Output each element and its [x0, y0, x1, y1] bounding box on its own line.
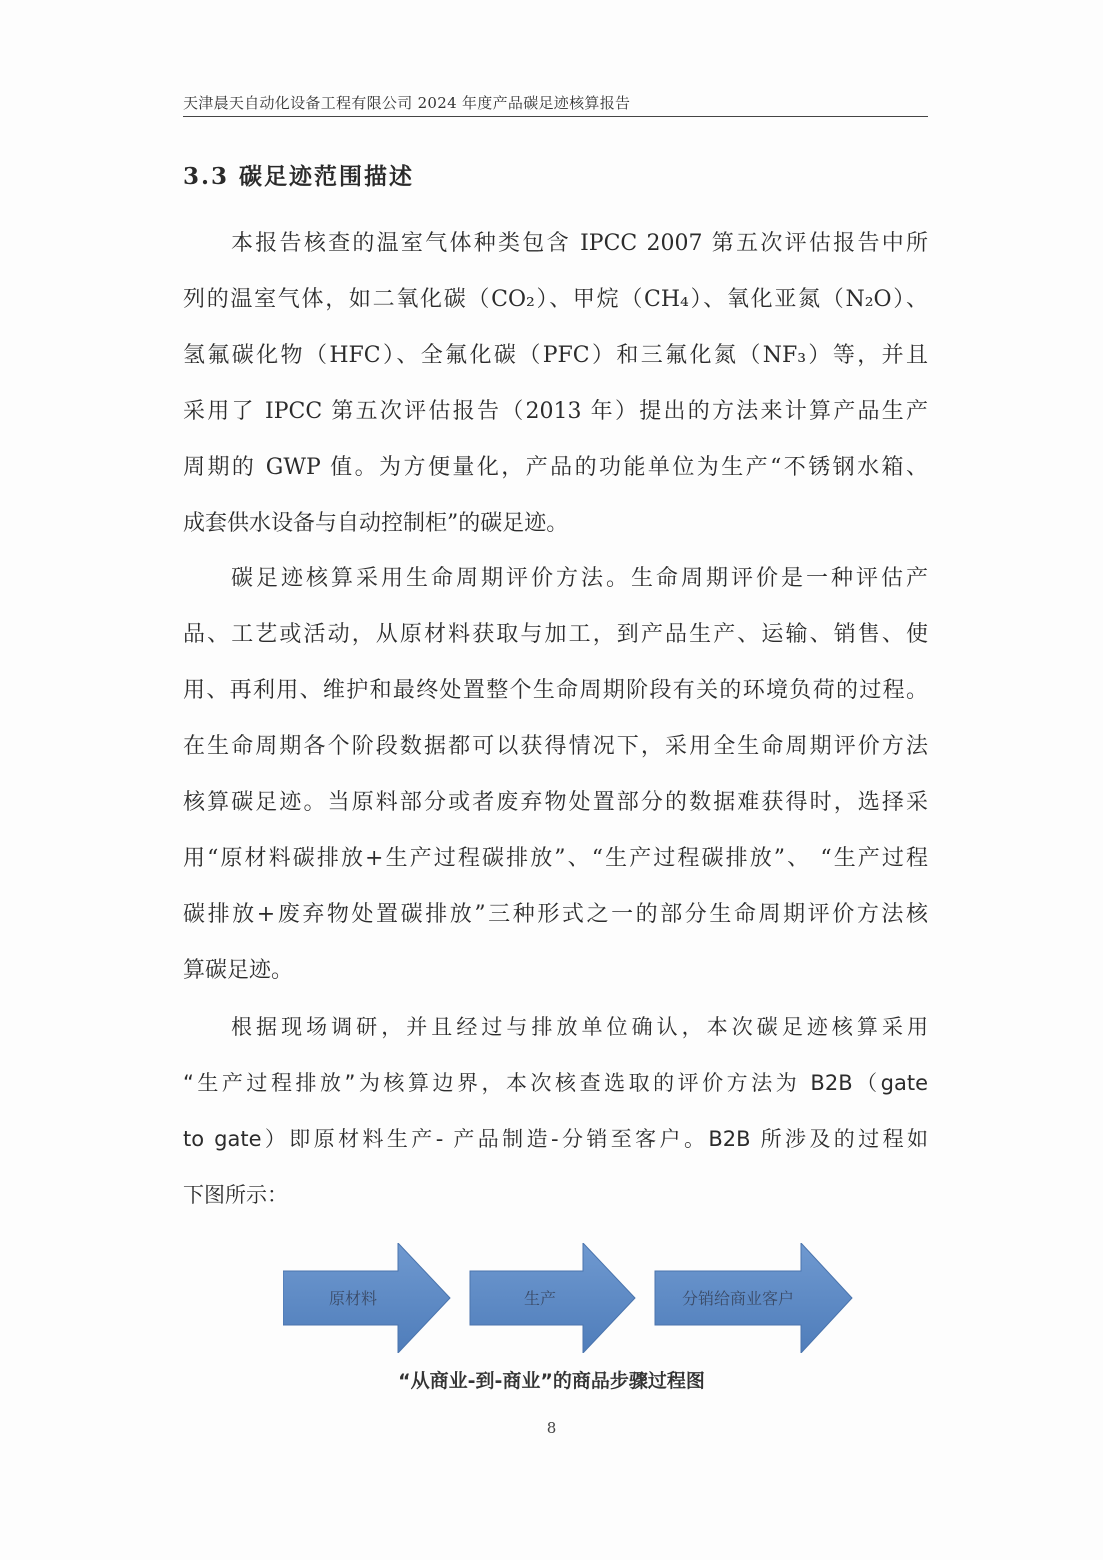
process-step-raw-materials: [283, 1243, 450, 1353]
paragraph-line: 采用了 IPCC 第五次评估报告（2013 年）提出的方法来计算产品生产: [183, 399, 928, 424]
process-step-production: [470, 1243, 635, 1353]
paragraph-line: “生产过程排放”为核算边界，本次核查选取的评价方法为 B2B（gate: [183, 1071, 928, 1095]
paragraph-line: 碳足迹核算采用生命周期评价方法。生命周期评价是一种评估产: [231, 566, 928, 591]
paragraph-lca-method: [183, 551, 928, 999]
paragraph-line: 碳排放+废弃物处置碳排放”三种形式之一的部分生命周期评价方法核: [183, 902, 928, 927]
paragraph-boundary: [183, 999, 928, 1223]
paragraph-line: 本报告核查的温室气体种类包含 IPCC 2007 第五次评估报告中所: [231, 231, 928, 256]
paragraph-line: 周期的 GWP 值。为方便量化，产品的功能单位为生产“不锈钢水箱、: [183, 455, 928, 480]
process-step-label: 原材料: [328, 1289, 378, 1308]
b2b-process-diagram: [283, 1243, 853, 1353]
paragraph-line: 用“原材料碳排放+生产过程碳排放”、“生产过程碳排放”、 “生产过程: [183, 846, 928, 871]
process-step-distribution: [655, 1243, 852, 1353]
paragraph-line: 根据现场调研，并且经过与排放单位确认，本次碳足迹核算采用: [231, 1015, 928, 1039]
paragraph-line: 在生命周期各个阶段数据都可以获得情况下，采用全生命周期评价方法: [183, 734, 928, 759]
process-step-label: 分销给商业客户: [681, 1289, 795, 1308]
paragraph-line: 氢氟碳化物（HFC）、全氟化碳（PFC）和三氟化氮（NF₃）等，并且: [183, 343, 928, 368]
paragraph-line: 品、工艺或活动，从原材料获取与加工，到产品生产、运输、销售、使: [183, 622, 928, 647]
paragraph-line: to gate）即原材料生产- 产品制造-分销至客户。B2B 所涉及的过程如: [183, 1127, 928, 1151]
paragraph-line: 成套供水设备与自动控制柜”的碳足迹。: [183, 511, 569, 536]
header-divider: [183, 116, 928, 117]
process-step-label: 生产: [523, 1289, 557, 1308]
paragraph-line: 下图所示：: [183, 1183, 288, 1207]
diagram-caption: “从商业-到-商业”的商品步骤过程图: [398, 1370, 705, 1392]
section-title: 3.3 碳足迹范围描述: [183, 163, 415, 190]
paragraph-line: 算碳足迹。: [183, 958, 294, 983]
page-number: 8: [546, 1419, 557, 1437]
page-header: 天津晨天自动化设备工程有限公司 2024 年度产品碳足迹核算报告: [183, 94, 631, 112]
paragraph-line: 用、再利用、维护和最终处置整个生命周期阶段有关的环境负荷的过程。: [183, 678, 928, 703]
paragraph-line: 核算碳足迹。当原料部分或者废弃物处置部分的数据难获得时，选择采: [183, 790, 928, 815]
paragraph-line: 列的温室气体，如二氧化碳（CO₂）、甲烷（CH₄）、氧化亚氮（N₂O）、: [183, 287, 928, 312]
paragraph-ghg-scope: [183, 216, 928, 552]
